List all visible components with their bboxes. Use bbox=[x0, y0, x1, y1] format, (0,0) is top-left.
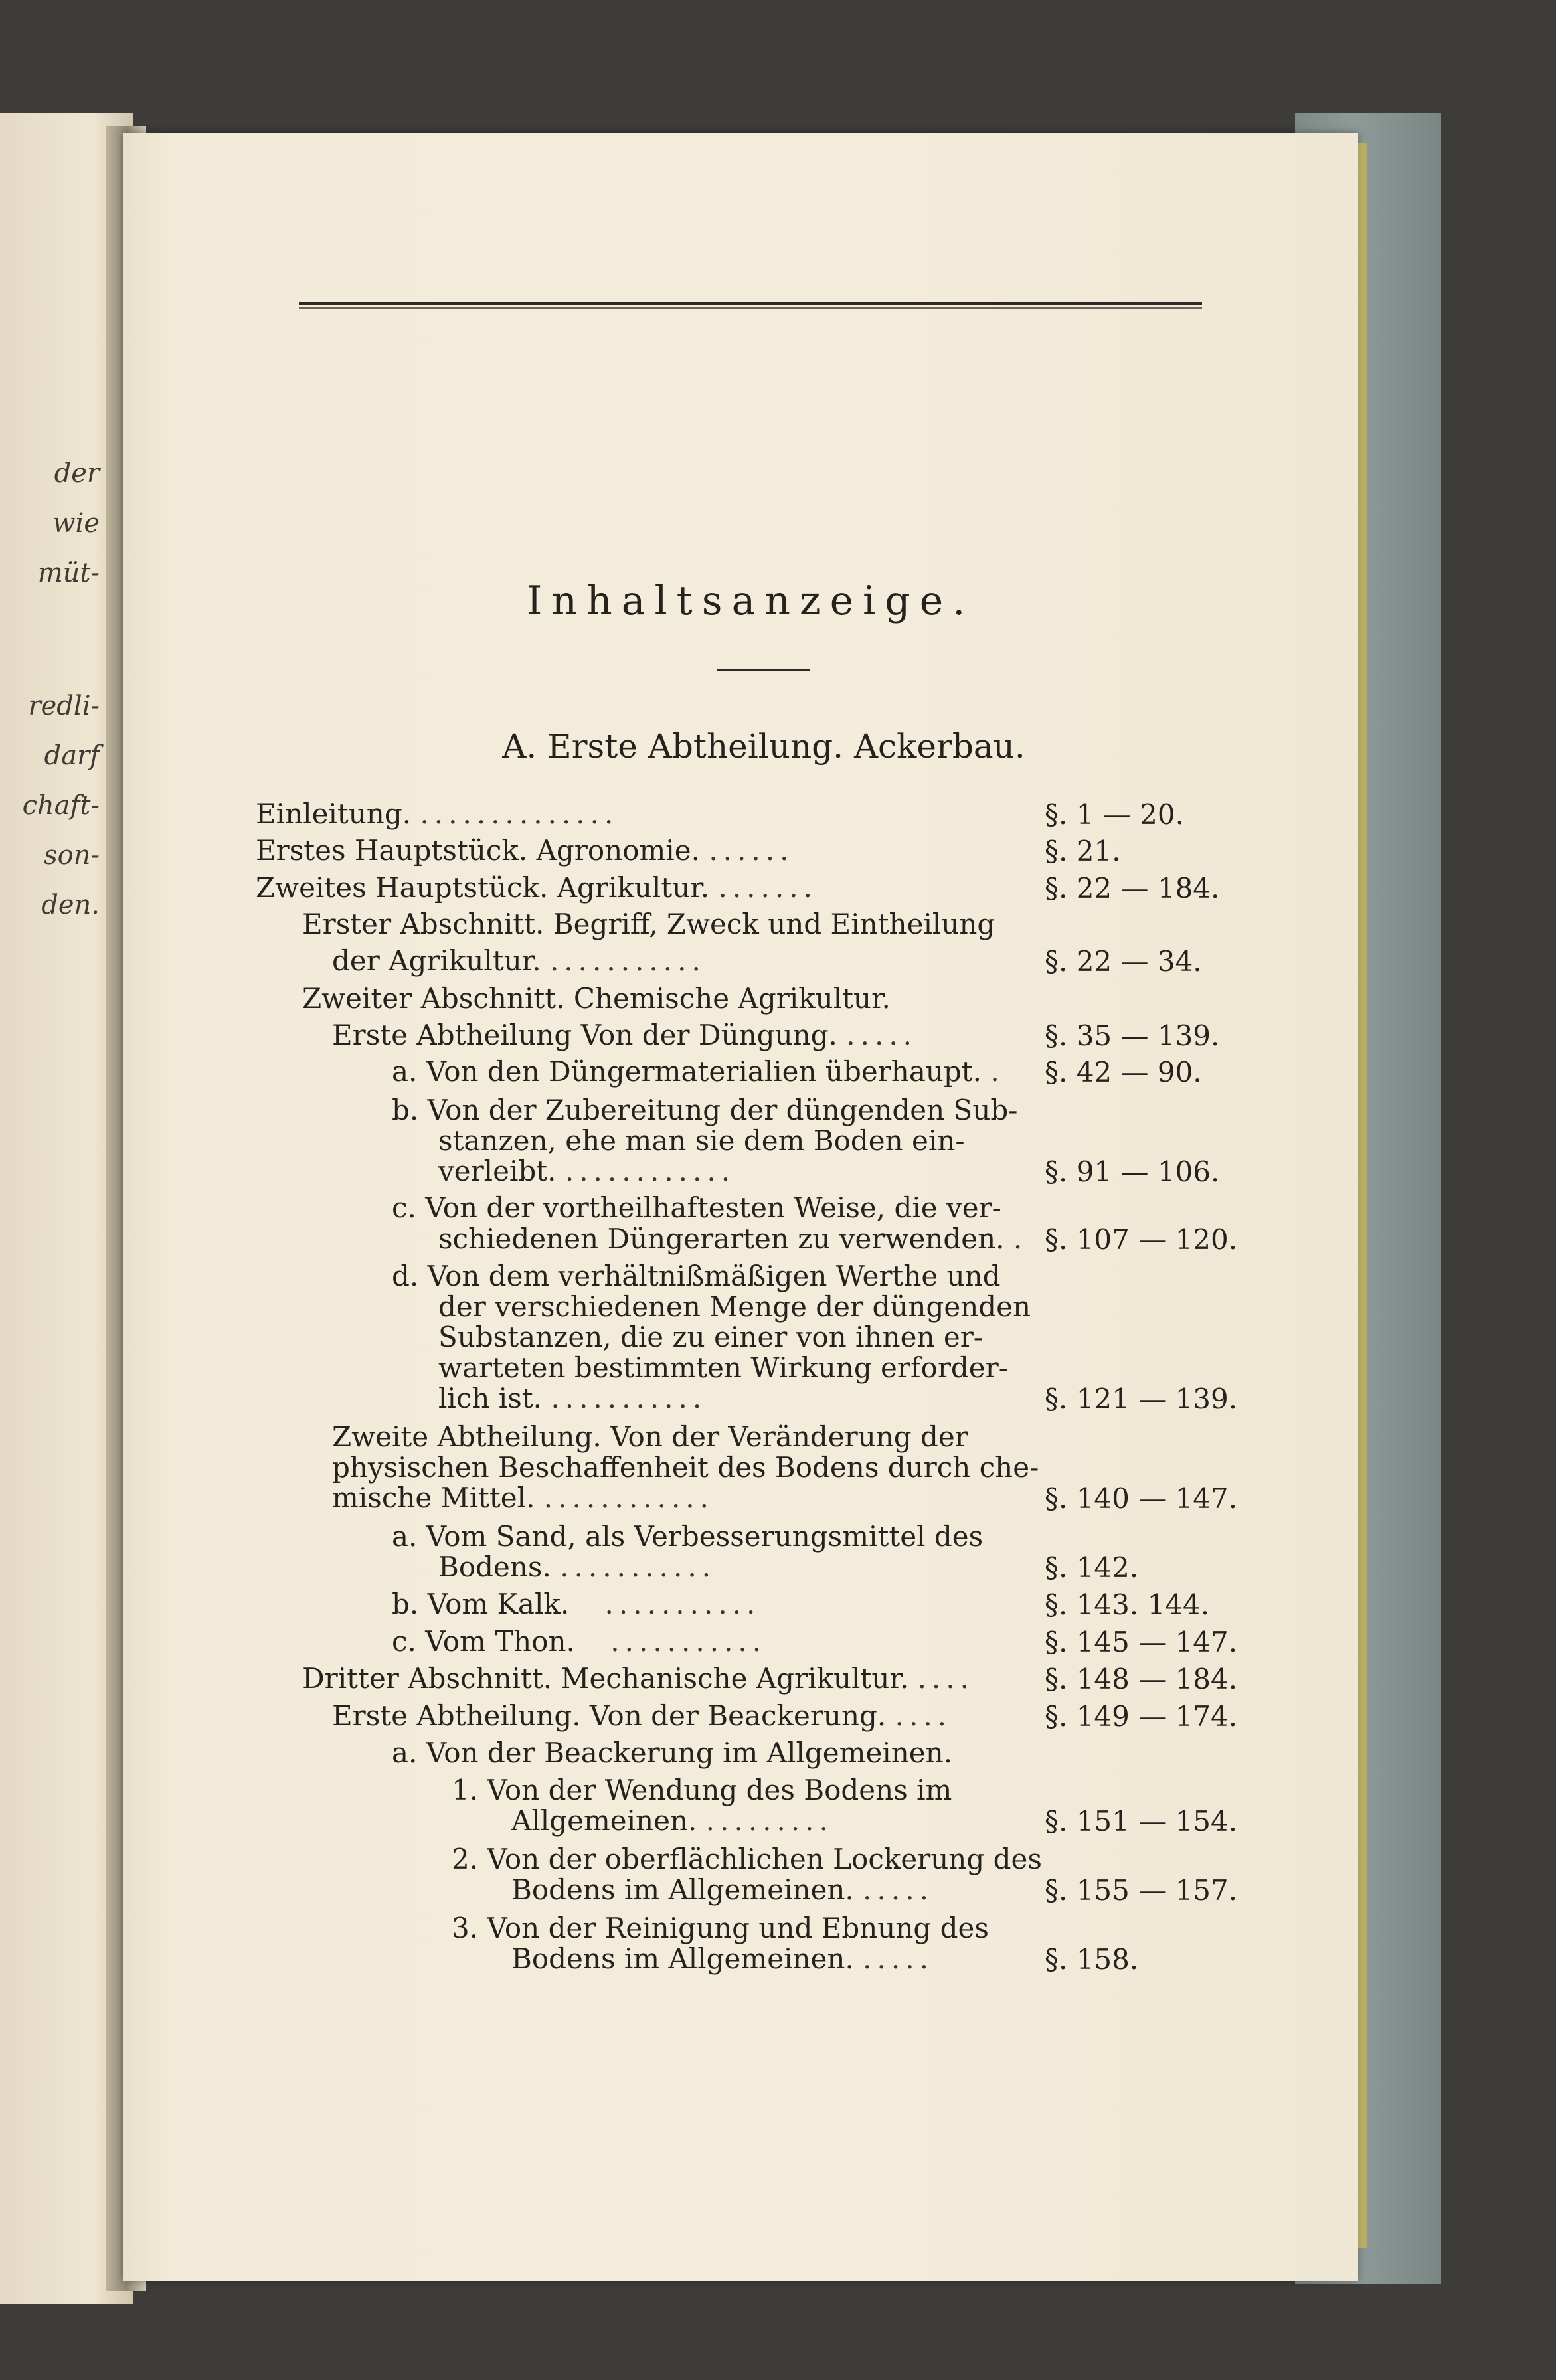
toc-line: Bodens. ........... bbox=[438, 1551, 717, 1583]
toc-ref: §. 158. bbox=[1045, 1943, 1139, 1976]
toc-ref: §. 145 — 147. bbox=[1045, 1626, 1238, 1658]
toc-line: d. Von dem verhältnißmäßigen Werthe und bbox=[392, 1260, 1001, 1292]
toc-line: schiedenen Düngerarten zu verwenden. . bbox=[438, 1223, 1028, 1255]
section-heading: A. Erste Abtheilung. Ackerbau. bbox=[502, 727, 1025, 766]
toc-line: Dritter Abschnitt. Mechanische Agrikultur. .... bbox=[302, 1662, 974, 1695]
toc-ref: §. 42 — 90. bbox=[1045, 1056, 1202, 1088]
toc-line: b. Vom Kalk. ........... bbox=[392, 1588, 761, 1620]
toc-line: Einleitung. .............. bbox=[256, 798, 619, 830]
toc-line: Zweiter Abschnitt. Chemische Agrikultur. bbox=[302, 982, 891, 1015]
left-fragment: den. bbox=[41, 890, 100, 920]
toc-line: 3. Von der Reinigung und Ebnung des bbox=[452, 1912, 989, 1944]
toc-line: 2. Von der oberflächlichen Lockerung des bbox=[452, 1843, 1042, 1875]
toc-line: warteten bestimmten Wirkung erforder- bbox=[438, 1351, 1008, 1384]
left-fragment: der bbox=[54, 458, 100, 489]
toc-line: der Agrikultur. ........... bbox=[332, 944, 706, 977]
toc-ref: §. 35 — 139. bbox=[1045, 1019, 1220, 1052]
toc-ref: §. 22 — 34. bbox=[1045, 945, 1202, 978]
toc-line: Allgemeinen. ......... bbox=[511, 1804, 833, 1837]
left-fragment: redli- bbox=[28, 691, 100, 721]
toc-line: lich ist. ........... bbox=[438, 1382, 707, 1414]
toc-line: Bodens im Allgemeinen. ..... bbox=[511, 1873, 934, 1906]
title-rule bbox=[717, 669, 810, 671]
toc-line: mische Mittel. ............ bbox=[332, 1482, 715, 1514]
left-fragment: darf bbox=[44, 740, 100, 771]
toc-ref: §. 155 — 157. bbox=[1045, 1874, 1238, 1907]
toc-ref: §. 121 — 139. bbox=[1045, 1383, 1238, 1415]
toc-line: a. Von der Beackerung im Allgemeinen. bbox=[392, 1737, 953, 1769]
left-fragment: wie bbox=[52, 508, 100, 539]
toc-line: Erster Abschnitt. Begriff, Zweck und Eintheilung bbox=[302, 908, 995, 940]
toc-ref: §. 91 — 106. bbox=[1045, 1155, 1220, 1188]
toc-line: der verschiedenen Menge der düngenden bbox=[438, 1290, 1031, 1323]
page-title: Inhaltsanzeige. bbox=[526, 578, 975, 624]
toc-line: Substanzen, die zu einer von ihnen er- bbox=[438, 1321, 983, 1353]
toc-line: verleibt. ............ bbox=[438, 1155, 736, 1187]
toc-line: 1. Von der Wendung des Bodens im bbox=[452, 1774, 952, 1806]
toc-line: a. Vom Sand, als Verbesserungsmittel des bbox=[392, 1520, 984, 1553]
toc-ref: §. 142. bbox=[1045, 1551, 1139, 1584]
toc-line: Bodens im Allgemeinen. ..... bbox=[511, 1942, 934, 1975]
left-fragment: son- bbox=[44, 840, 100, 871]
toc-ref: §. 143. 144. bbox=[1045, 1588, 1210, 1621]
header-rule-thin bbox=[299, 307, 1202, 309]
toc-line: c. Vom Thon. ........... bbox=[392, 1625, 767, 1658]
toc-line: c. Von der vortheilhaftesten Weise, die ver- bbox=[392, 1191, 1001, 1224]
toc-line: Erste Abtheilung. Von der Beackerung. .... bbox=[332, 1699, 952, 1732]
toc-ref: §. 1 — 20. bbox=[1045, 798, 1184, 831]
toc-line: Erste Abtheilung Von der Düngung. ..... bbox=[332, 1019, 918, 1051]
toc-line: Zweites Hauptstück. Agrikultur. ....... bbox=[256, 871, 818, 904]
toc-line: Zweite Abtheilung. Von der Veränderung der bbox=[332, 1420, 968, 1453]
toc-ref: §. 22 — 184. bbox=[1045, 872, 1220, 904]
toc-ref: §. 140 — 147. bbox=[1045, 1482, 1238, 1515]
left-fragment: chaft- bbox=[22, 790, 100, 821]
toc-line: b. Von der Zubereitung der düngenden Sub- bbox=[392, 1094, 1018, 1126]
toc-line: physischen Beschaffenheit des Bodens durch che- bbox=[332, 1451, 1039, 1484]
toc-ref: §. 148 — 184. bbox=[1045, 1663, 1238, 1695]
toc-ref: §. 107 — 120. bbox=[1045, 1223, 1238, 1256]
toc-line: Erstes Hauptstück. Agronomie. ...... bbox=[256, 834, 794, 867]
toc-ref: §. 151 — 154. bbox=[1045, 1805, 1238, 1837]
toc-line: stanzen, ehe man sie dem Boden ein- bbox=[438, 1124, 965, 1157]
header-rule bbox=[299, 302, 1202, 305]
toc-line: a. Von den Düngermaterialien überhaupt. . bbox=[392, 1055, 1005, 1088]
toc-ref: §. 149 — 174. bbox=[1045, 1700, 1238, 1733]
toc-ref: §. 21. bbox=[1045, 835, 1121, 867]
left-fragment: müt- bbox=[37, 558, 100, 588]
